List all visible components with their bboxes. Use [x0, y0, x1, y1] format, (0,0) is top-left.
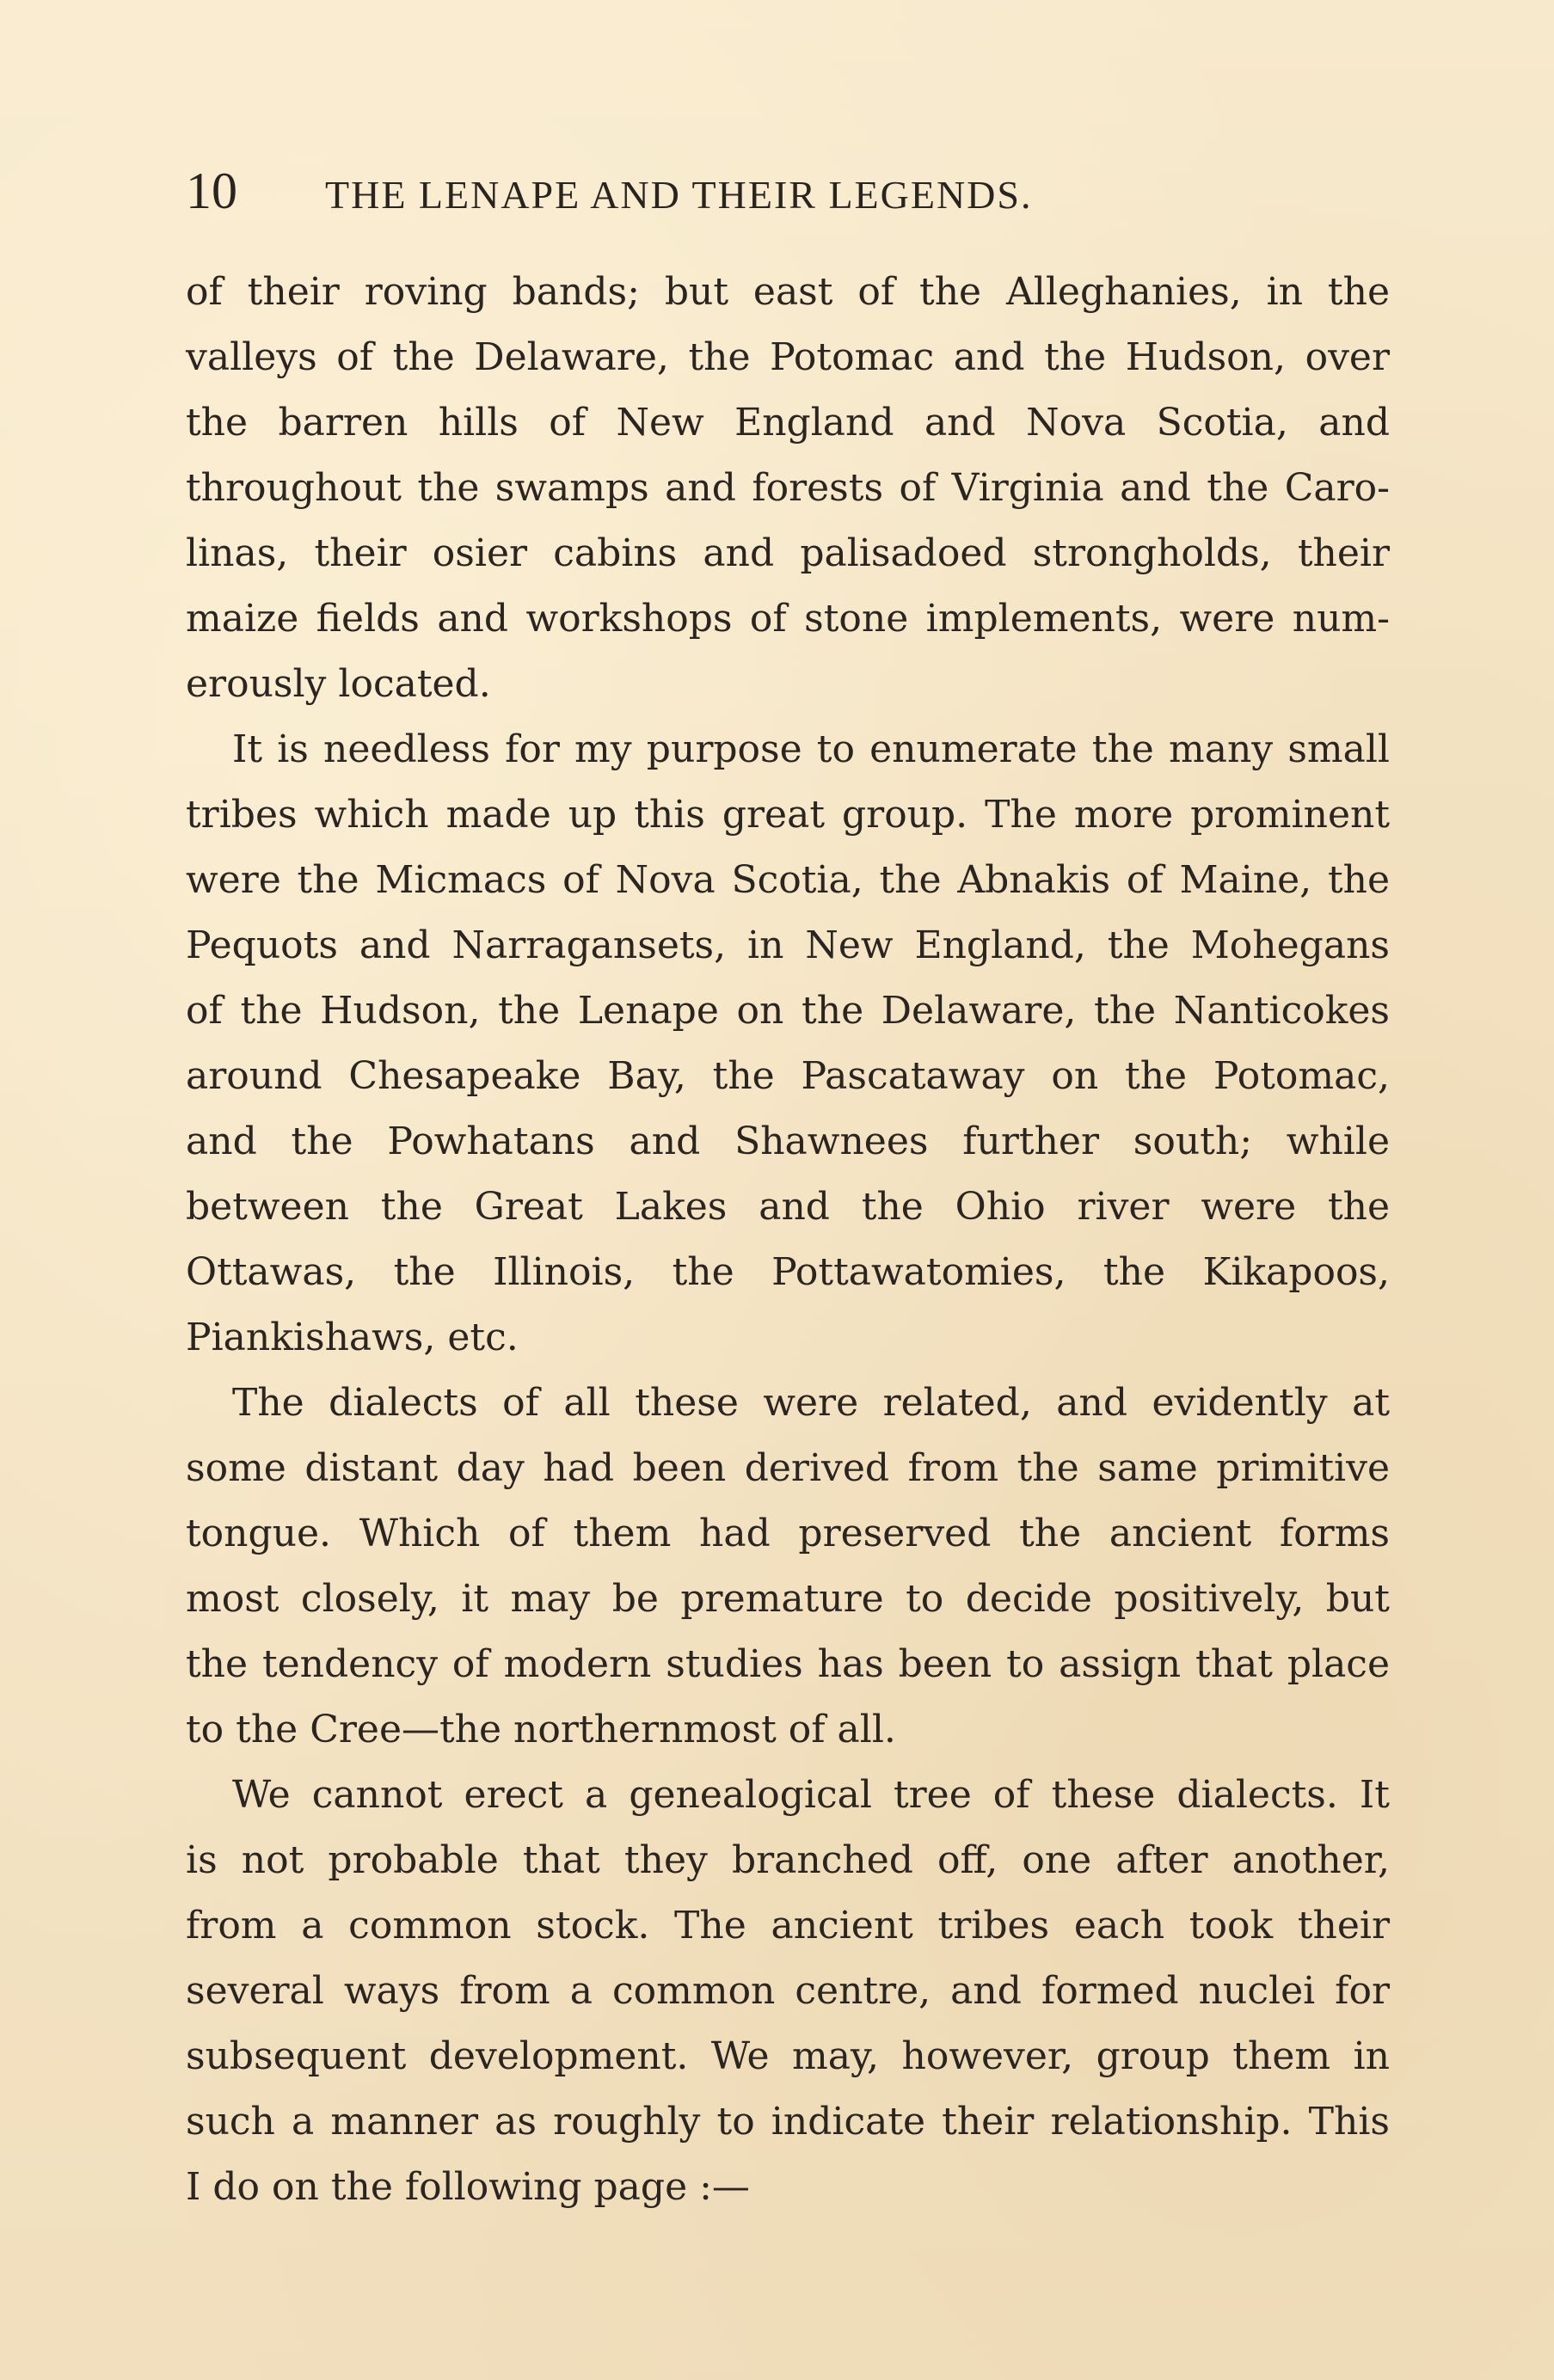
- text-line: and the Powhatans and Shawnees further south; while: [186, 1119, 1390, 1163]
- text-line: of their roving bands; but east of the Alleghanies, in the: [186, 270, 1390, 314]
- body-text: [186, 260, 1390, 2220]
- text-line: some distant day had been derived from the same primitive: [186, 1446, 1390, 1490]
- text-line: of the Hudson, the Lenape on the Delaware, the Nanticokes: [186, 989, 1390, 1033]
- text-line: Ottawas, the Illinois, the Pottawatomies, the Kikapoos,: [186, 1250, 1390, 1294]
- text-line: Piankishaws, etc.: [186, 1316, 519, 1359]
- text-line: erously located.: [186, 662, 491, 706]
- text-line: tribes which made up this great group. The more prominent: [186, 793, 1390, 837]
- text-line: the barren hills of New England and Nova Scotia, and: [186, 401, 1390, 445]
- page-number: 10: [186, 163, 237, 219]
- text-line: maize fields and workshops of stone implements, were num-: [186, 597, 1390, 641]
- text-line: several ways from a common centre, and formed nuclei for: [186, 1969, 1390, 2013]
- text-line: throughout the swamps and forests of Virginia and the Caro-: [186, 466, 1390, 510]
- text-line: The dialects of all these were related, and evidently at: [232, 1381, 1390, 1425]
- text-line: around Chesapeake Bay, the Pascataway on the Potomac,: [186, 1054, 1390, 1098]
- text-line: It is needless for my purpose to enumerate the many small: [232, 727, 1390, 771]
- text-line: linas, their osier cabins and palisadoed strongholds, their: [186, 531, 1390, 575]
- text-line: is not probable that they branched off, one after another,: [186, 1838, 1390, 1882]
- text-line: subsequent development. We may, however, group them in: [186, 2034, 1390, 2078]
- running-title: THE LENAPE AND THEIR LEGENDS.: [325, 173, 1033, 217]
- text-line: I do on the following page :—: [186, 2165, 750, 2209]
- text-line: We cannot erect a genealogical tree of these dialects. It: [232, 1773, 1390, 1817]
- text-line: valleys of the Delaware, the Potomac and the Hudson, over: [186, 335, 1390, 379]
- text-line: tongue. Which of them had preserved the ancient forms: [186, 1512, 1390, 1555]
- text-line: Pequots and Narragansets, in New England, the Mohegans: [186, 923, 1390, 967]
- text-line: to the Cree—the northernmost of all.: [186, 1708, 896, 1751]
- text-line: such a manner as roughly to indicate their relationship. This: [186, 2100, 1390, 2144]
- text-line: between the Great Lakes and the Ohio river were the: [186, 1185, 1390, 1229]
- running-head: [186, 156, 1390, 225]
- text-line: most closely, it may be premature to decide positively, but: [186, 1577, 1390, 1621]
- text-line: from a common stock. The ancient tribes each took their: [186, 1904, 1390, 1948]
- text-line: were the Micmacs of Nova Scotia, the Abnakis of Maine, the: [186, 858, 1390, 902]
- text-line: the tendency of modern studies has been to assign that place: [186, 1642, 1390, 1686]
